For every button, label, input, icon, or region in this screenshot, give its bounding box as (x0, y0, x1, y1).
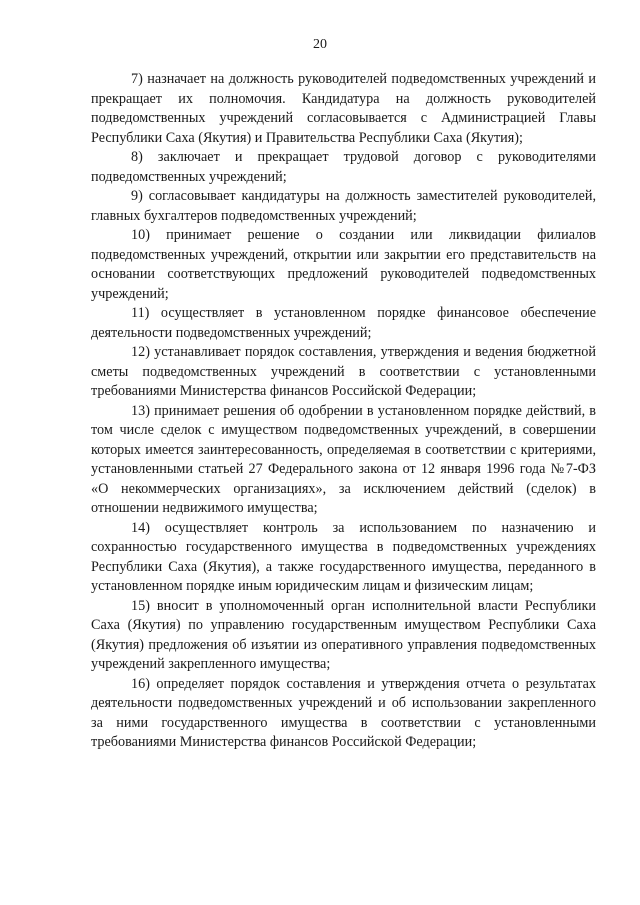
paragraph-item-9: 9) согласовывает кандидатуры на должность заместителей руководителей, главных бухгалтеров подведомственных учреждений; (91, 188, 596, 224)
paragraph-item-11: 11) осуществляет в установленном порядке финансовое обеспечение деятельности подведомственных учреждений; (91, 305, 596, 341)
paragraph-item-14: 14) осуществляет контроль за использованием по назначению и сохранностью государственного имущества в подведомственных учреждениях Республики Саха (Якутия), а также государственного имущества, переданного в установленном порядке иным юридическим лицам и физическим лицам; (91, 519, 596, 594)
paragraph-item-13: 13) принимает решения об одобрении в установленном порядке действий, в том числе сделок с имуществом подведомственных учреждений, в совершении которых имеется заинтересованность, определяемая в соответствии с критериями, установленными статьей 27 Федерального закона от 12 января 1996 года №7-ФЗ «О некоммерческих организациях», за исключением действий (сделок) в отношении недвижимого имущества; (91, 402, 596, 516)
document-body (91, 70, 596, 753)
paragraph-item-16: 16) определяет порядок составления и утверждения отчета о результатах деятельности подведомственных учреждений и об использовании закрепленного за ними государственного имущества в соответствии с установленными требованиями Министерства финансов Российской Федерации; (91, 675, 596, 750)
paragraph-item-7: 7) назначает на должность руководителей подведомственных учреждений и прекращает их полномочия. Кандидатура на должность руководителей подведомственных учреждений согласовывается с Администрацией Главы Республики Саха (Якутия) и Правительства Республики Саха (Якутия); (91, 71, 596, 146)
paragraph-item-12: 12) устанавливает порядок составления, утверждения и ведения бюджетной сметы подведомственных учреждений в соответствии с установленными требованиями Министерства финансов Российской Федерации; (91, 344, 596, 399)
paragraph-item-15: 15) вносит в уполномоченный орган исполнительной власти Республики Саха (Якутия) по управлению государственным имуществом Республики Саха (Якутия) предложения об изъятии из оперативного управления подведомственных учреждений закрепленного имущества; (91, 597, 596, 672)
page-number: 20 (313, 37, 327, 52)
paragraph-item-8: 8) заключает и прекращает трудовой договор с руководителями подведомственных учреждений; (91, 149, 596, 185)
paragraph-item-10: 10) принимает решение о создании или ликвидации филиалов подведомственных учреждений, открытии или закрытии его представительств на основании соответствующих предложений руководителей подведомственных учреждений; (91, 227, 596, 302)
